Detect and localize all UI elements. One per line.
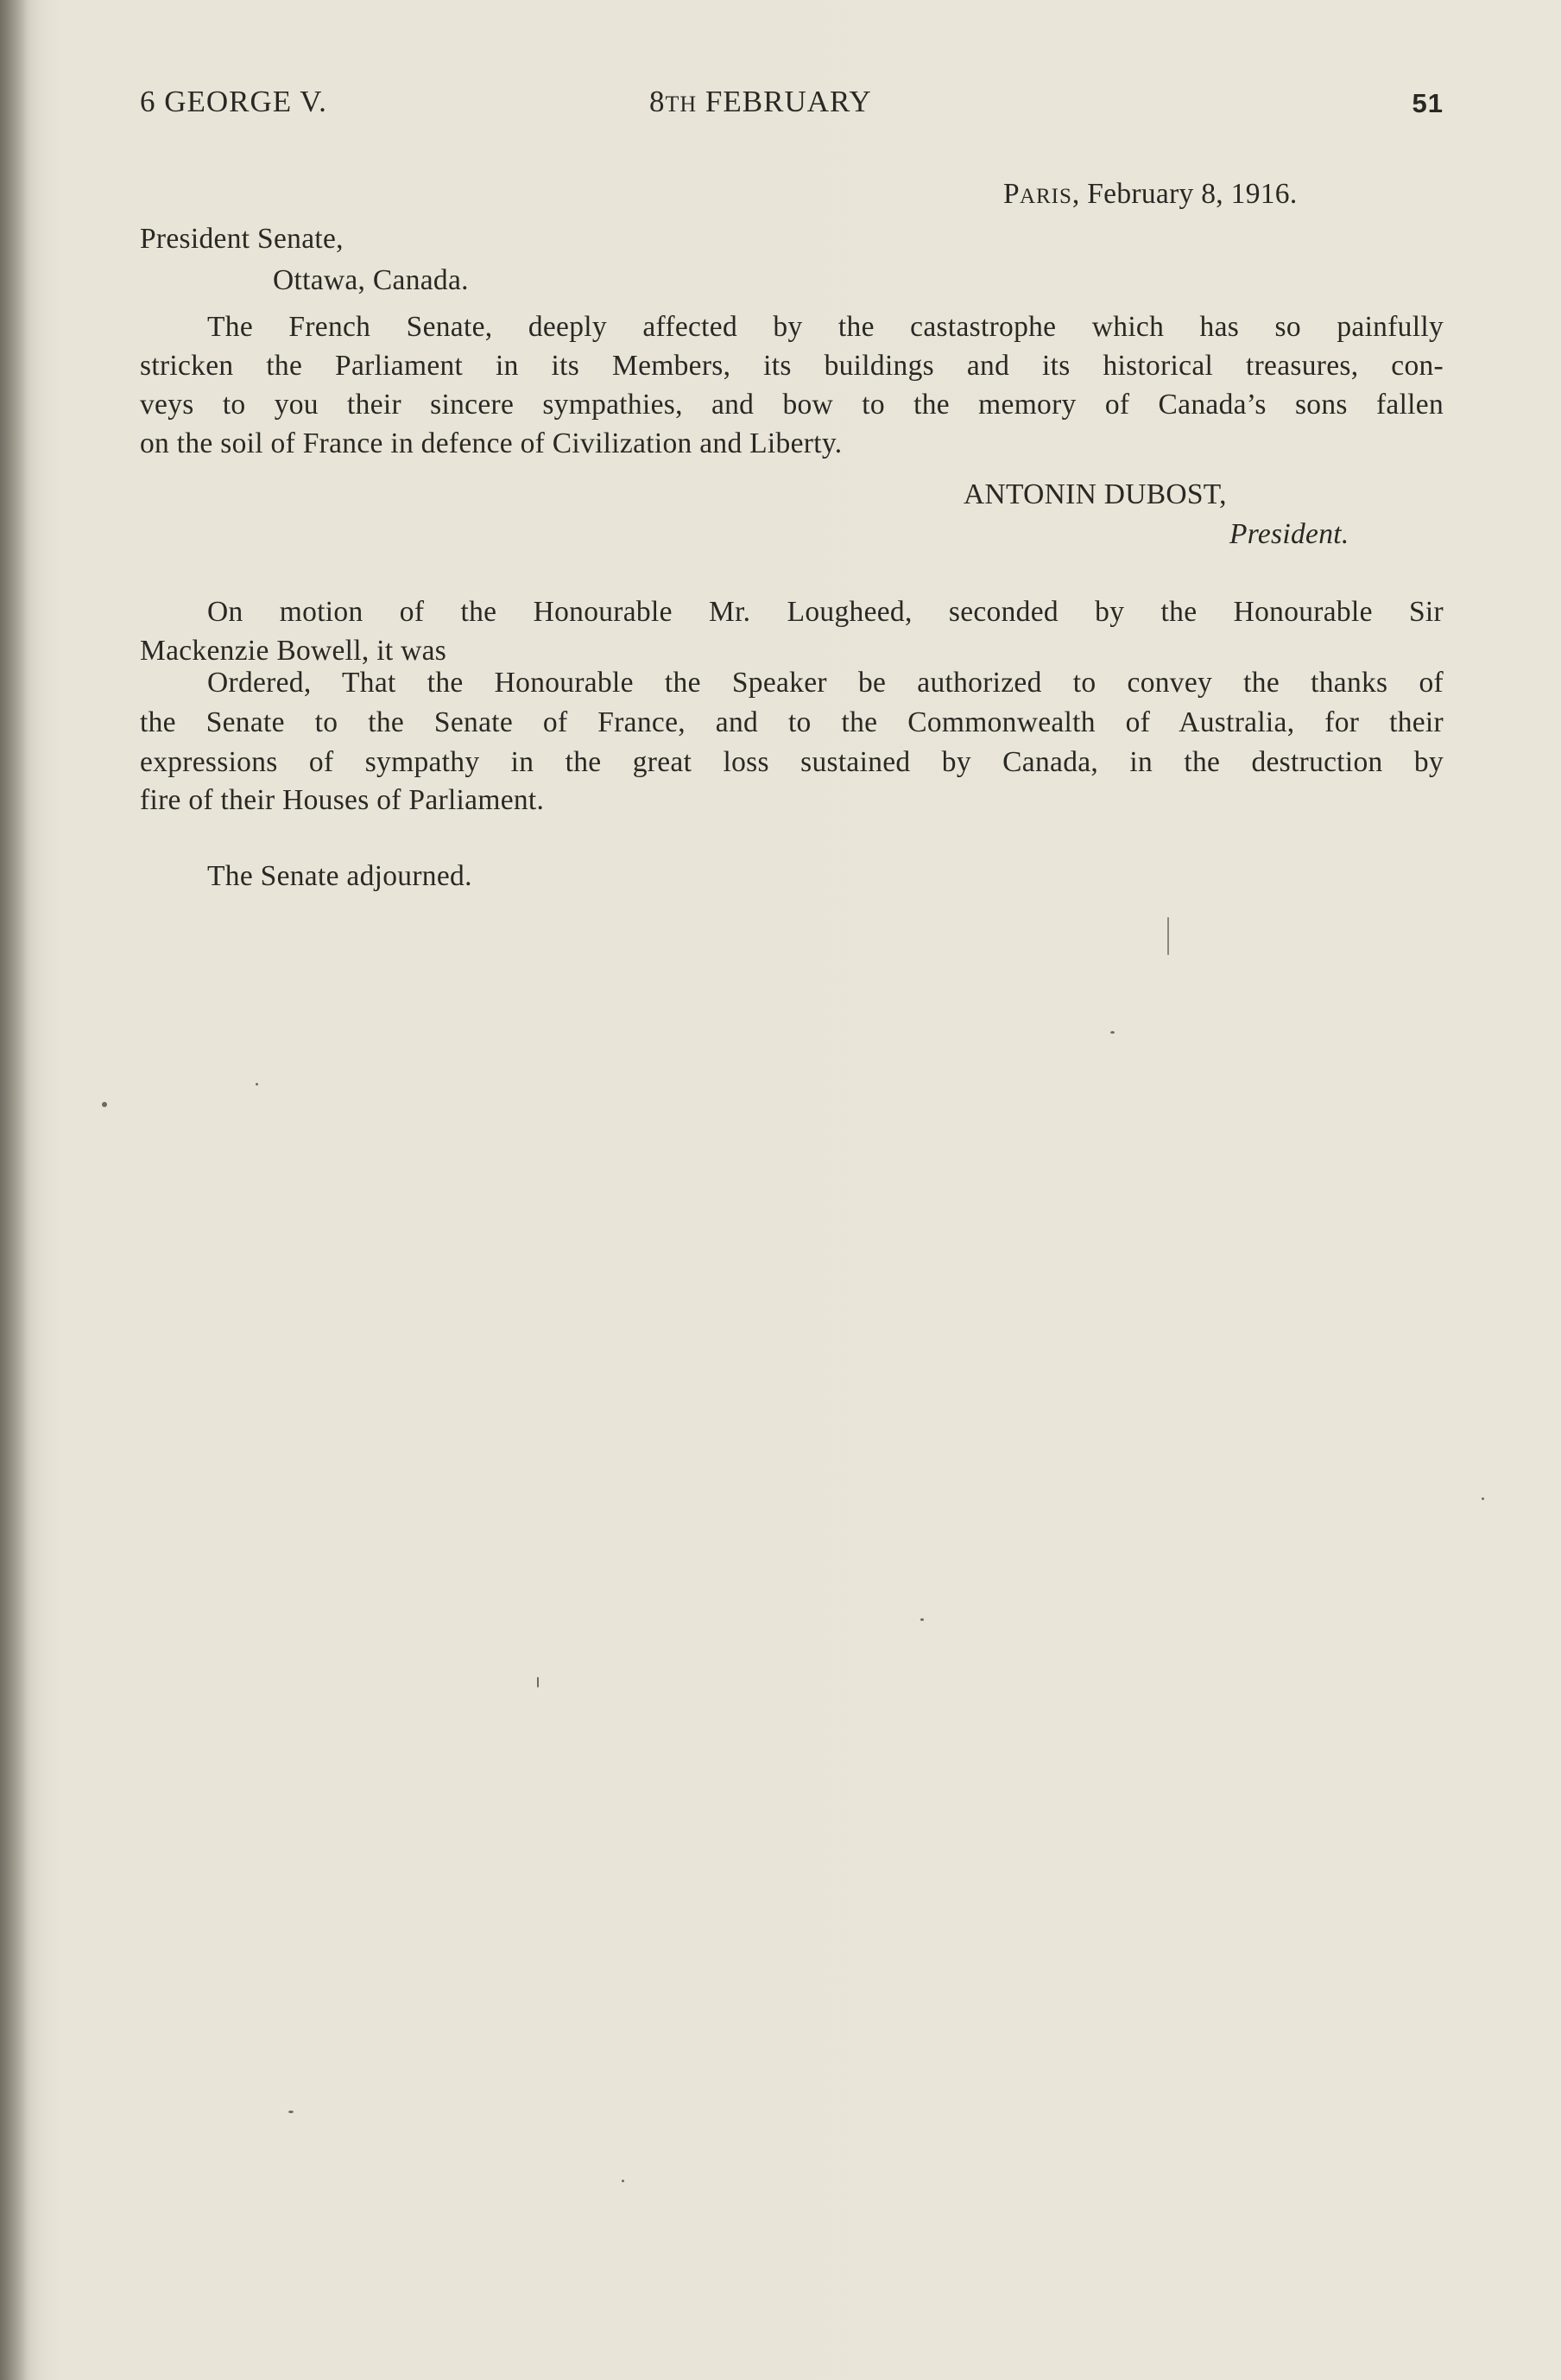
dateline	[1003, 178, 1298, 211]
scan-speck	[288, 2111, 294, 2113]
running-head-day: 8	[649, 85, 666, 118]
running-head-date	[649, 85, 872, 119]
dateline-place-rest: ARIS	[1019, 185, 1072, 208]
scan-speck	[256, 1083, 258, 1086]
scan-speck	[622, 2180, 624, 2182]
scan-speck	[1482, 1497, 1484, 1500]
signature-title: President.	[1229, 518, 1349, 550]
dateline-place-initial: P	[1003, 178, 1020, 210]
letter-body-line: on the soil of France in defence of Civilization and Liberty.	[140, 427, 843, 459]
addressee-line-1: President Senate,	[140, 223, 344, 255]
signature-name: ANTONIN DUBOST,	[964, 478, 1227, 510]
order-line: fire of their Houses of Parliament.	[140, 784, 545, 816]
scan-speck	[1110, 1031, 1115, 1034]
binding-shadow	[0, 0, 29, 2380]
order-line: Ordered, That the Honourable the Speaker be authorized to convey the thanks of	[207, 667, 1444, 699]
dateline-date: , February 8, 1916.	[1071, 178, 1298, 210]
letter-body-line: veys to you their sincere sympathies, and bow to the memory of Canada’s sons fallen	[140, 389, 1444, 421]
motion-line: On motion of the Honourable Mr. Lougheed, seconded by the Honourable Sir	[207, 596, 1444, 628]
running-head	[140, 85, 1444, 128]
running-head-month: FEBRUARY	[697, 85, 872, 118]
scan-speck	[102, 1102, 107, 1107]
letter-body-line: stricken the Parliament in its Members, its buildings and its historical treasures, con-	[140, 350, 1444, 382]
page-number: 51	[1412, 88, 1444, 118]
scan-speck	[1167, 917, 1169, 955]
running-head-day-suffix: TH	[665, 92, 698, 117]
adjournment-line: The Senate adjourned.	[207, 860, 472, 892]
addressee-line-2: Ottawa, Canada.	[273, 264, 469, 296]
scan-speck	[920, 1618, 924, 1621]
motion-line: Mackenzie Bowell, it was	[140, 635, 447, 667]
order-line: expressions of sympathy in the great loss sustained by Canada, in the destruction by	[140, 746, 1444, 778]
letter-body-line: The French Senate, deeply affected by the castastrophe which has so painfully	[207, 311, 1444, 343]
scan-speck	[537, 1677, 539, 1687]
order-line: the Senate to the Senate of France, and to the Commonwealth of Australia, for their	[140, 706, 1444, 738]
running-head-regnal-year: 6 GEORGE V.	[140, 85, 327, 118]
